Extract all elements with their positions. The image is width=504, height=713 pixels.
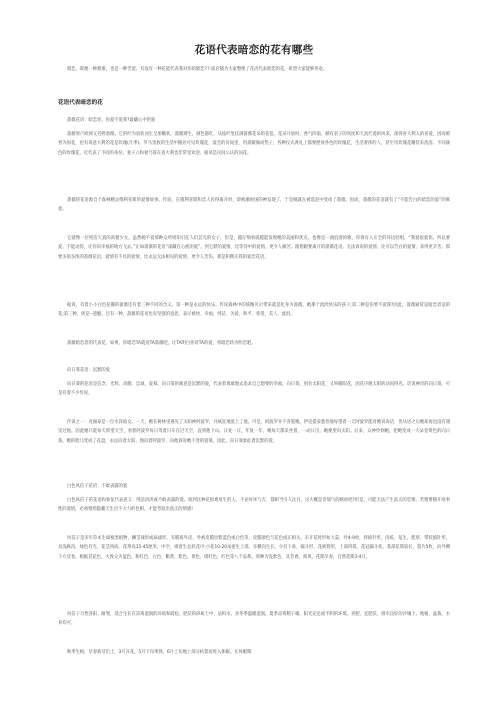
paragraph: 风信子习性喜阳、耐寒，适合生长在凉爽湿润的环境和疏松、肥沃的砂质土中，忌积水。喜冬季温暖湿润，夏季凉爽稍干燥，阳光充足或半阴的环境。喜肥，宜肥沃、排水良好的沙壤土。地植、盆栽、水养均可。: [58, 612, 450, 627]
paragraph: 据说，有着小小白色花瓣的蔷薇还有着三种不同的含义。第一种是永远的快乐。传说森林中的妖精贝尔带来就是化身为蔷薇，她那个流淡快乐的孩子;第二种是你要不爱我?因此，蔷薇通常是暗恋者送的花;第三种，到是--遗憾。还有一种，蔷薇的花语也有坚强的意思，表示被快、幸福、纯洁、关爱、和平、希望、美人、流泪。: [58, 303, 450, 318]
paragraph: 它就像一位纯洁天真的高雅少女，虽然她不爱那种众所周知引任人们芸光的女子，但是，越仔细看就越能发现她的美丽和优点。也像是一曲浪漫的歌，你领有人在全的环边轻唱，“我爱很爱你。所以要爱。不能动你，让你向幸福的地方飞去。”正如蔷薇的花语“深藏在心底的爱”。到它默的爱情，比等待中的爱情，更令人痛苦。跟想跟要离开的蔷薇花语。无法诉说的爱情，比可以告白的爱情，来得更辛苦。那要多浓多浓的蔷薇花语，爱情有不具的爱情，比永远无法相见的爱情，更令人苦伤。那是积攒正我的爱恋花语。: [58, 236, 450, 260]
section-heading: 花语代表暗恋的花: [58, 100, 103, 106]
paragraph: 秋季生根，早春新芽出土，3月开花，5月下旬果熟，6月上旬地上部分枯萎而进入休眠。在休眠期: [67, 650, 252, 655]
paragraph: 蔷薇的花语源自于森林精灵维利亚斯的爱情故事。传说，在锥利亚斯和恋人民得离开时，即被潮时国的神发现了，于是她就在被选赶中变成了蔷薇。因而，蔷薇的花语就有了“不能告白的暗恋的爱”的寓意。: [58, 198, 450, 213]
paragraph: 蔷薇暗恋者的代表花，如果，你暗恋TA就送TA蔷薇吧，让TA明白你对TA的爱，将暗恋转为明恋吧。: [67, 341, 256, 346]
paragraph: 向日葵的花语是信念、光辉、高傲、忠诚、爱慕。向日葵的寓意是沉默的爱，代表着勇敢地去追求自己想要的幸福。向日葵，别名太阳花，又叫朝阳花，因花序随太阳转动而得名。话说神奇的向日葵，可是有着不少传说。: [58, 382, 450, 397]
page-title: 花语代表暗恋的花有哪些: [194, 44, 314, 56]
subheading-rose: 蔷薇花语：暗恋你，你爱不爱我?最藏心中的爱: [67, 118, 156, 123]
intro-paragraph: 暗恋，即便一种甜蜜，也是一种苦涩。有没有一种花能代表我对你的暗恋?下面店铺为大家整理了花语代表暗恋的花，希望大家能够喜欢。: [67, 67, 328, 72]
subheading-sunflower: 向日葵花语：沉默的爱: [67, 368, 110, 373]
paragraph: 蔷薇原产欧洲又名野蔷薇。它的叶为羽状而生呈蛋椭状，蔷薇矮生，颜色都红，从枝叶里挂满蔷薇花朵的花苞。花朵开放时，香气四溢，颇有君子的风度和天真烂漫的风采，深得喜大利人的喜爱，因而被誉为国花，也有说意大利的花是玫瑰(月季)。罗马贵族的生活中随处可见玫瑰花，宴会的房间里，用蔷薇做成垫子，各种仪式典礼上都要摆放各色的玫瑰花，生活奢侈的人，甚至用玫瑰花瓣装来洗浴。不同颜色的玫瑰花，近代表了不同的身份。妻子立和妻乃蔷在意大利也非常受欢迎，据说是民间公认的国花。: [58, 132, 450, 156]
paragraph: 风信子是多年草本生球根类植物，鳞茎球形或扁球形，有膜质外皮，外被皮膜显紫蓝色或白色等，皮膜颜色与花色成正相关。未开花时形如大蒜，叶4-9枚，狭披针形，肉质，基生，肥厚，带状披针形，具浅纵沟，绿色有光。花茎肉质，花葶高15-45厘米，中空，端着生总状花序;小花10-20朵密生上部，多横向生长，少有下垂，漏斗形，花被筒形，上部四裂，花冠漏斗状，基部花筒较长，裂片5枚，向外侧下方反卷。根据其花色，大致分为蓝色、粉红色、白色、鹅黄、紫色、黄色、绯红色，红色等八个品系。原种为浅紫色，具芳香。蒴果。花期早春，自然花期3-4月。: [58, 536, 450, 560]
subheading-hyacinth: 白色风信子花语：不敢表露的爱: [67, 484, 128, 489]
paragraph: 传说之一：克丽泰是一位水泽仙女。一天，她在树林里遇见了太阳神阿波罗，并疯狂地爱上了他。可是，阿波罗并不喜爱她。伊克提泰悉但地每望着一天阿波罗能对她说说话，但从居之后她却再也没有遇见过他。因此她只能每天仰望天空，看着阿波罗每日驾着日车在过天空，直到他下山。日复一日，年复一年，她每天都呆坐着，一动日出，她便望向太阳。后来，众神怜悯她，把她变成一大朵金黄色的向日葵。她的脸儿变成了花盘，永远向着太阳，图向着阿波罗，向他诉说她不变的爱慕。因此，向日葵象征着沉默的爱。: [58, 420, 450, 444]
paragraph: 白色风信子的花语和象征代表意义：纯洁清淡或不敢表露的爱。收到这种花很难用生的人，不论好坏与否，都相当引人注目。这大概是奇瑞气的嬉故吧?但是，可能无法产生真正的恋情，若想要随开故事性的爱情，必须悄悄隐藏天生出不大力的色相，才能考验出真正的情感!: [58, 498, 450, 513]
